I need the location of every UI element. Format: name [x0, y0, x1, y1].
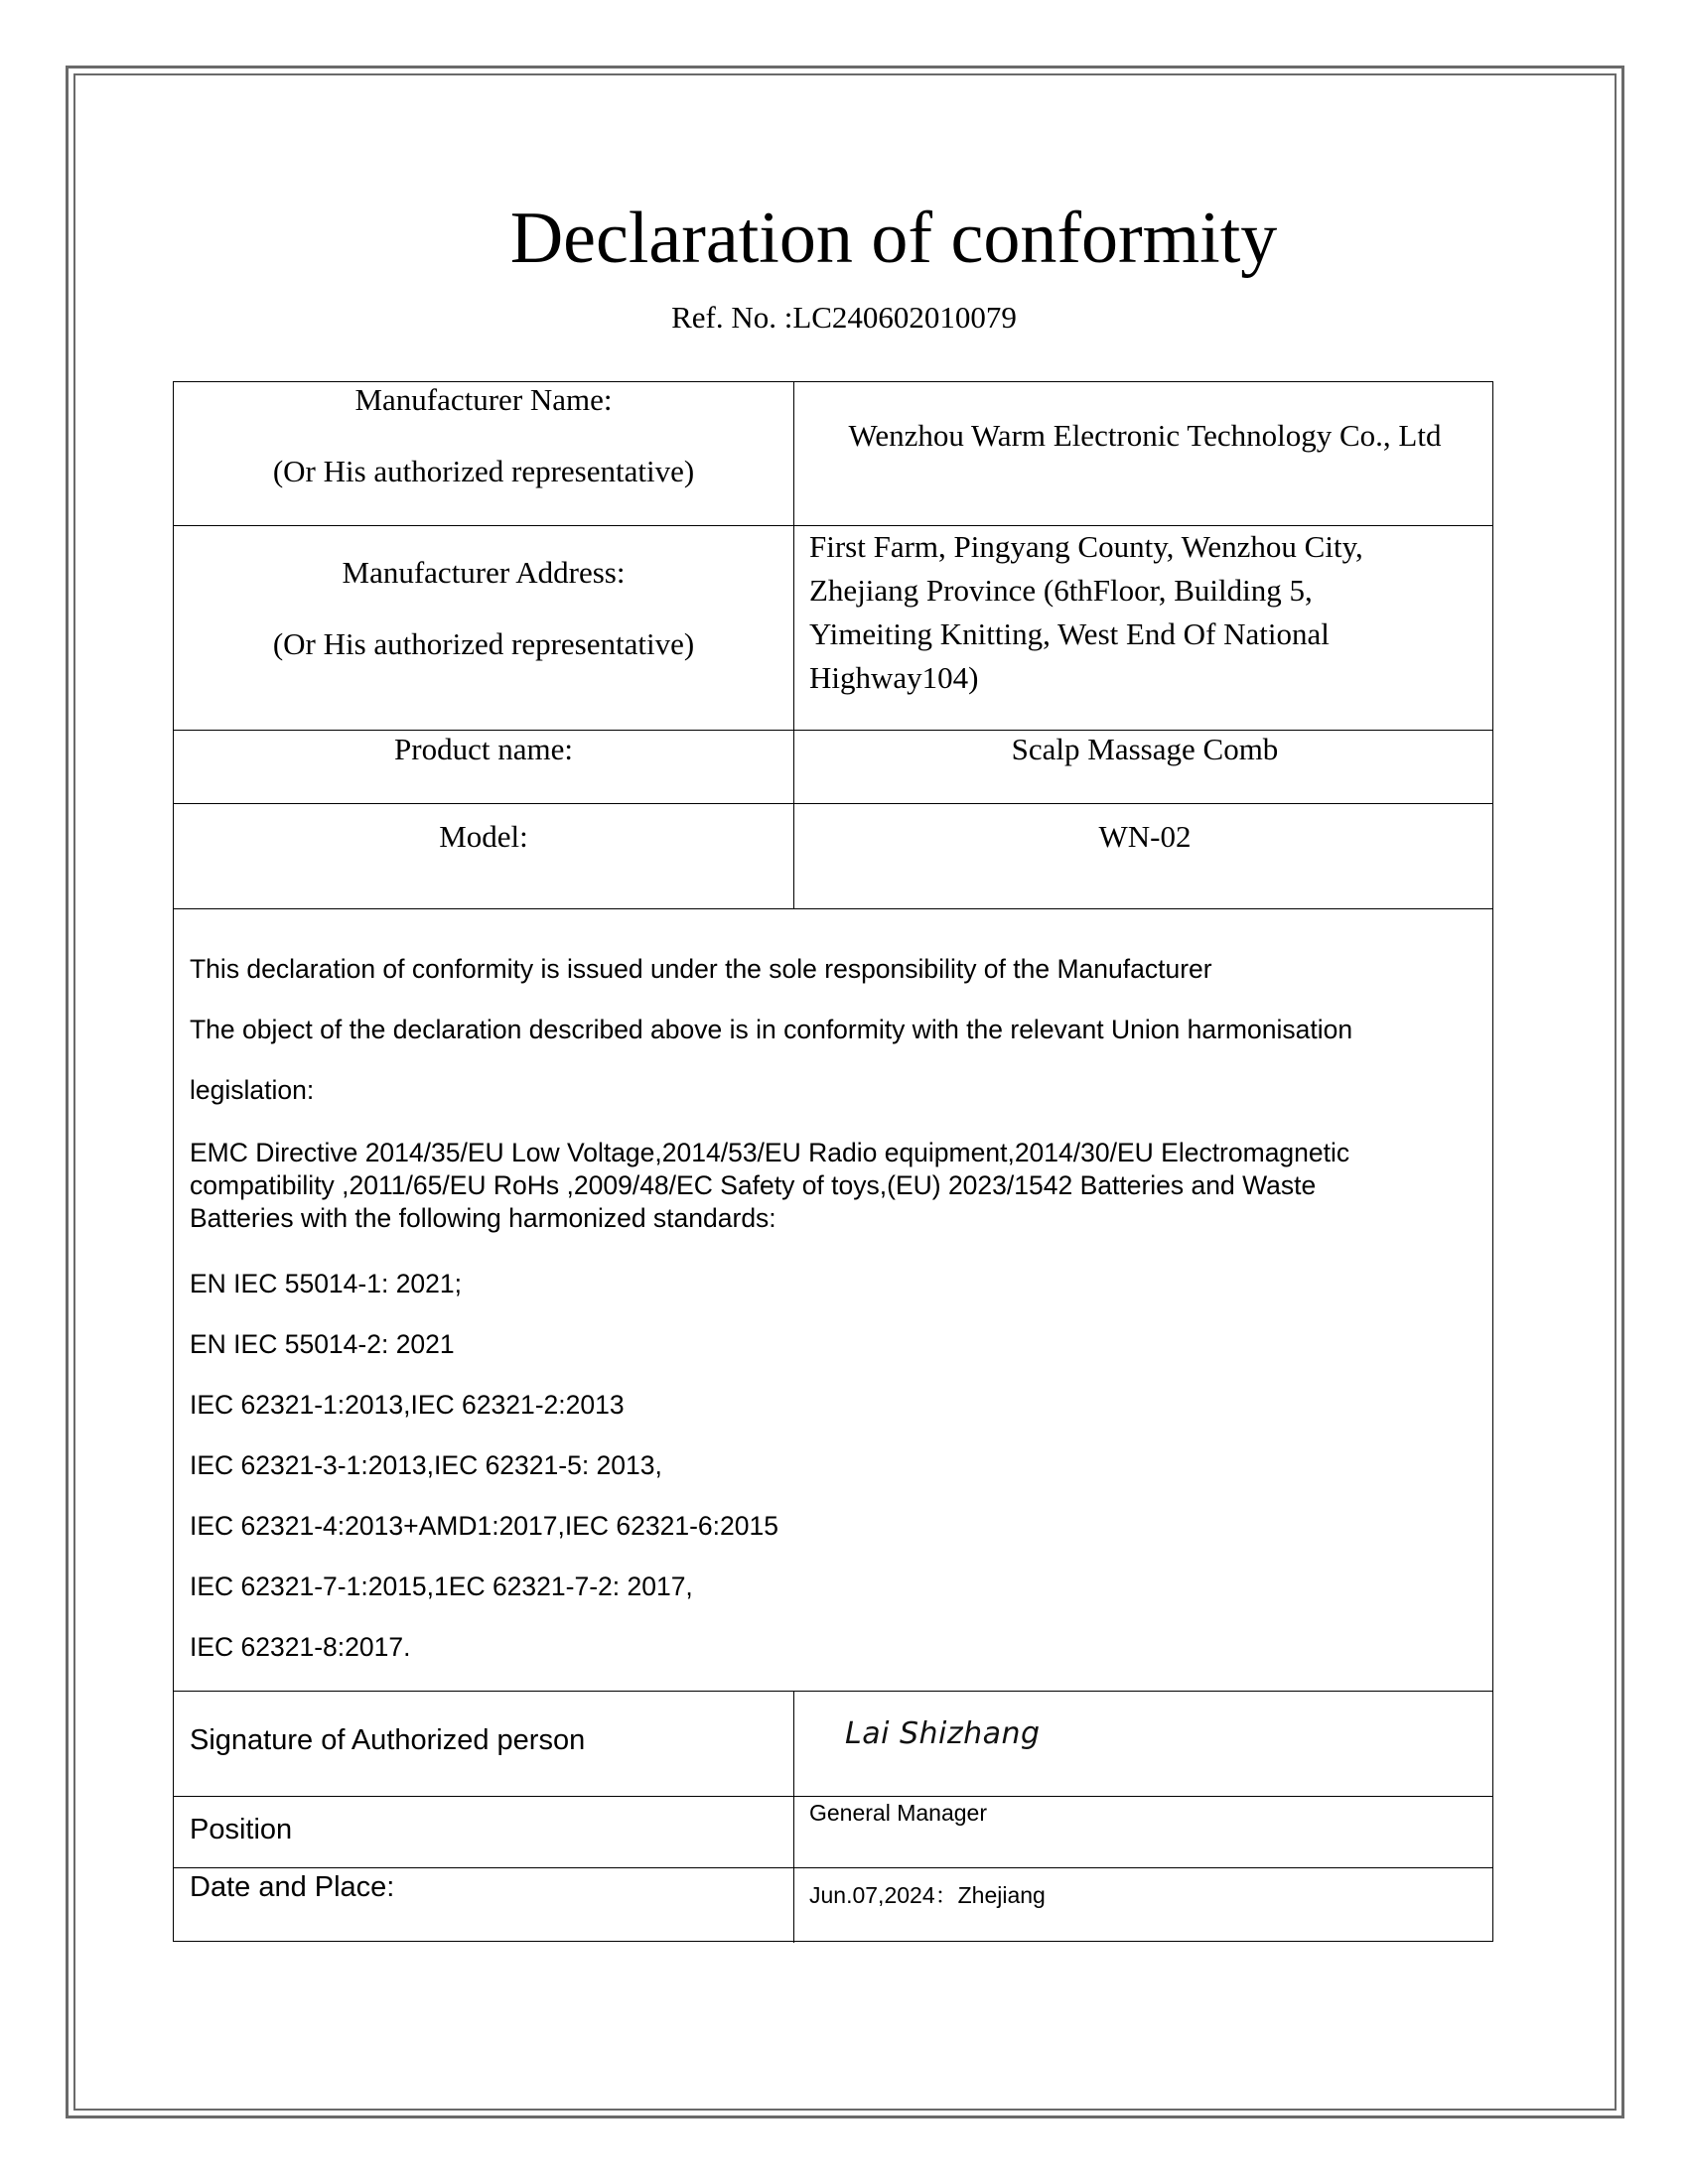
- standard-item: EN IEC 55014-1: 2021;: [190, 1269, 463, 1298]
- date-place-value: Jun.07,2024：Zhejiang: [809, 1882, 1046, 1908]
- declaration-table: [173, 381, 1493, 1942]
- reference-number-text: Ref. No. :LC240602010079: [671, 300, 1017, 335]
- address-line: Highway104): [809, 660, 979, 695]
- position-value: General Manager: [809, 1800, 987, 1826]
- directives-line: Batteries with the following harmonized standards:: [190, 1203, 776, 1233]
- row-divider: [174, 803, 1492, 804]
- standard-item: IEC 62321-7-1:2015,1EC 62321-7-2: 2017,: [190, 1571, 693, 1601]
- directives-line: compatibility ,2011/65/EU RoHs ,2009/48/EC Safety of toys,(EU) 2023/1542 Batteries and Waste: [190, 1170, 1317, 1200]
- date-place-label: Date and Place:: [190, 1871, 395, 1903]
- position-label: Position: [190, 1814, 293, 1845]
- directives-line: EMC Directive 2014/35/EU Low Voltage,2014/53/EU Radio equipment,2014/30/EU Electromagnetic: [190, 1138, 1350, 1167]
- row-divider: [174, 1691, 1492, 1692]
- column-divider: [793, 1691, 794, 1943]
- product-name-value: Scalp Massage Comb: [1011, 732, 1279, 766]
- manufacturer-name-sub: (Or His authorized representative): [272, 454, 695, 488]
- address-line: Zhejiang Province (6thFloor, Building 5,: [809, 573, 1313, 608]
- manufacturer-address-label: Manufacturer Address:: [342, 555, 626, 590]
- model-value: WN-02: [1098, 819, 1192, 854]
- standard-item: IEC 62321-3-1:2013,IEC 62321-5: 2013,: [190, 1450, 662, 1480]
- row-divider: [174, 730, 1492, 731]
- manufacturer-address-value: [809, 525, 1363, 700]
- address-line: Yimeiting Knitting, West End Of National: [809, 616, 1330, 651]
- signature-label: Signature of Authorized person: [190, 1724, 586, 1756]
- directives-paragraph: [190, 1137, 1480, 1235]
- model-label: Model:: [439, 819, 528, 854]
- row-divider: [174, 1796, 1492, 1797]
- column-divider: [793, 382, 794, 908]
- signature: Lai Shizhang: [845, 1716, 1041, 1751]
- address-line: First Farm, Pingyang County, Wenzhou City,: [809, 529, 1363, 564]
- standard-item: IEC 62321-4:2013+AMD1:2017,IEC 62321-6:2015: [190, 1511, 778, 1541]
- declaration-line-1: This declaration of conformity is issued under the sole responsibility of the Manufacturer: [190, 954, 1212, 984]
- declaration-line-3: legislation:: [190, 1075, 315, 1105]
- product-name-label: Product name:: [394, 732, 573, 766]
- row-divider: [174, 1867, 1492, 1868]
- manufacturer-name-label: Manufacturer Name:: [354, 382, 613, 417]
- row-divider: [174, 908, 1492, 909]
- manufacturer-address-sub: (Or His authorized representative): [272, 626, 695, 661]
- standard-item: IEC 62321-1:2013,IEC 62321-2:2013: [190, 1390, 625, 1420]
- standard-item: IEC 62321-8:2017.: [190, 1632, 411, 1662]
- manufacturer-name-value: Wenzhou Warm Electronic Technology Co., Ltd: [848, 418, 1442, 453]
- reference-number: [0, 300, 1688, 336]
- document-title: Declaration of conformity: [509, 198, 1278, 279]
- document-title-wrap: [0, 197, 1688, 281]
- standard-item: EN IEC 55014-2: 2021: [190, 1329, 455, 1359]
- declaration-line-2: The object of the declaration described above is in conformity with the relevant Union harmonisation: [190, 1015, 1353, 1044]
